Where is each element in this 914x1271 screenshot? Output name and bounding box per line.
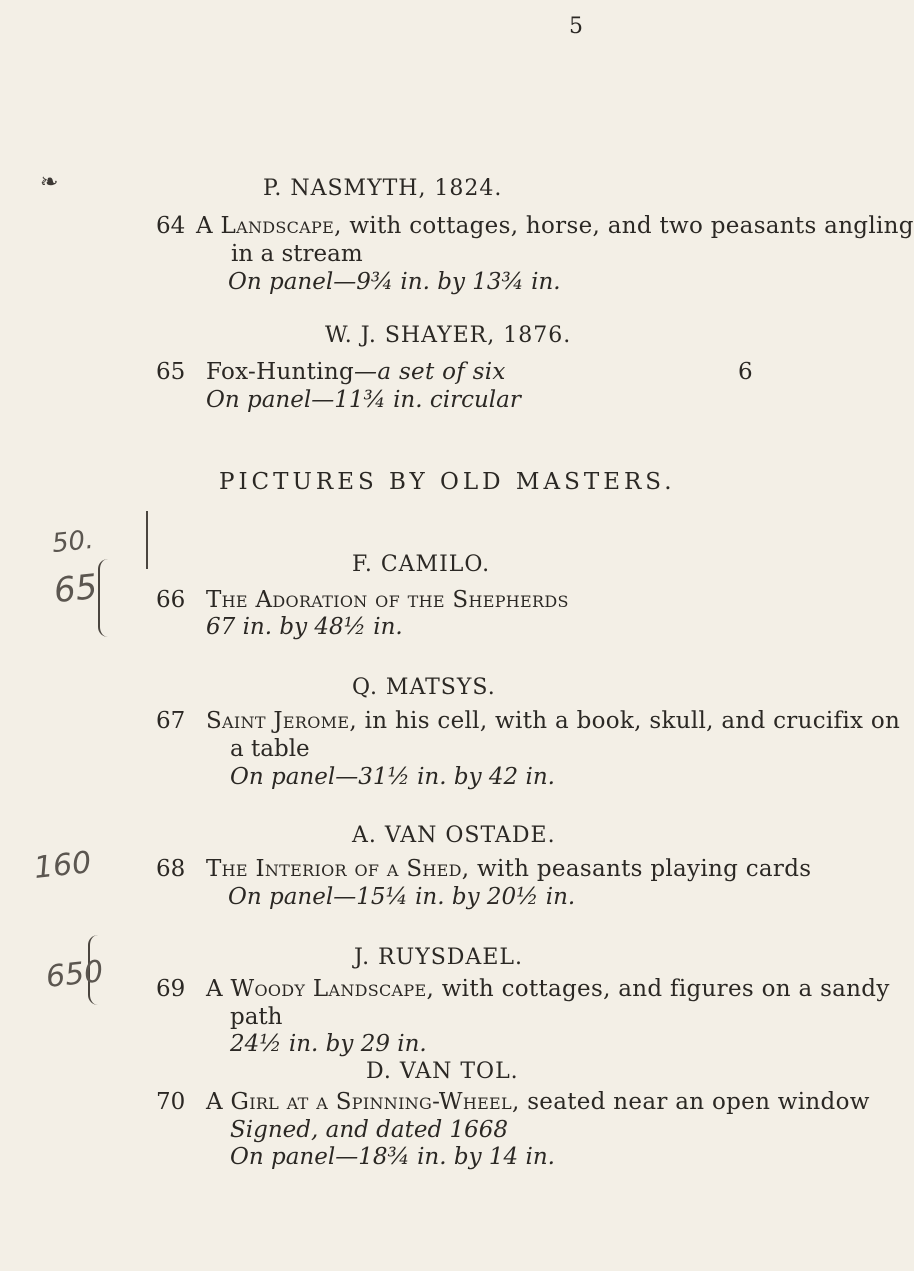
lot-number: 67 (156, 708, 186, 734)
lot-signature-note: Signed, and dated 1668 (230, 1117, 509, 1143)
lot-entry (156, 976, 890, 1006)
lot-title (206, 856, 811, 882)
lot-continuation: in a stream (231, 241, 363, 267)
lot-title-rest: seated near an open window (519, 1089, 870, 1115)
lot-title-rest: with peasants playing cards (469, 856, 812, 882)
lot-medium: On panel—31½ in. by 42 in. (230, 764, 555, 790)
section-title: PICTURES BY OLD MASTERS. (219, 469, 676, 495)
lot-medium: On panel—15¼ in. by 20½ in. (228, 884, 576, 910)
lot-entry (156, 708, 901, 738)
handwritten-price: 650 (44, 954, 105, 995)
lot-number: 68 (156, 856, 186, 882)
lot-number: 65 (156, 359, 186, 385)
artist-heading: Q. MATSYS. (352, 675, 496, 700)
lot-entry (156, 1089, 870, 1119)
lot-medium: 24½ in. by 29 in. (230, 1031, 427, 1057)
artist-heading: F. CAMILO. (352, 552, 491, 577)
lot-medium: 67 in. by 48½ in. (206, 614, 403, 640)
handwritten-price: 50. (50, 524, 95, 560)
lot-title (206, 708, 900, 734)
lot-title-caps: Saint Jerome, (206, 708, 357, 734)
lot-medium: On panel—11¾ in. circular (206, 387, 521, 413)
lot-title-caps: A Landscape, (196, 213, 342, 239)
lot-title (206, 976, 890, 1002)
lot-title (206, 1089, 870, 1115)
lot-title-rest: —a set of six (354, 359, 506, 385)
lot-number: 66 (156, 587, 186, 613)
lot-title-caps: The Interior of a Shed, (206, 856, 470, 882)
lot-number: 69 (156, 976, 186, 1002)
lot-title: The Adoration of the Shepherds (206, 587, 569, 613)
lot-medium: On panel—18¾ in. by 14 in. (230, 1144, 555, 1170)
artist-heading: P. NASMYTH, 1824. (263, 176, 503, 201)
lot-number: 64 (156, 213, 186, 239)
lot-title-caps: A Girl at a Spinning-Wheel, (206, 1089, 520, 1115)
artist-heading: W. J. SHAYER, 1876. (325, 323, 572, 348)
lot-entry (156, 587, 756, 617)
lot-title-rest: in his cell, with a book, skull, and crucifix on (356, 708, 901, 734)
pencil-bracket (98, 559, 114, 637)
lot-title (206, 359, 506, 385)
lot-title-rest: with cottages, horse, and two peasants angling (341, 213, 914, 239)
lot-entry (156, 213, 914, 243)
lot-title-rest: with cottages, and figures on a sandy (434, 976, 890, 1002)
artist-heading: D. VAN TOL. (366, 1059, 519, 1084)
lot-medium: On panel—9¾ in. by 13¾ in. (228, 269, 561, 295)
lot-quantity: 6 (738, 359, 753, 385)
lot-number: 70 (156, 1089, 186, 1115)
handwritten-price: 160 (32, 845, 93, 886)
lot-title-caps: Fox-Hunting (206, 359, 355, 385)
page-number: 5 (569, 14, 583, 39)
artist-heading: J. RUYSDAEL. (354, 945, 523, 970)
lot-continuation: path (230, 1004, 283, 1030)
lot-title-caps: A Woody Landscape, (206, 976, 435, 1002)
lot-continuation: a table (230, 736, 310, 762)
pencil-mark: ❧ (40, 170, 59, 195)
lot-title (196, 213, 914, 239)
handwritten-price: 65 (52, 566, 100, 612)
pencil-line (146, 511, 148, 569)
lot-entry (156, 359, 716, 389)
lot-entry (156, 856, 812, 886)
artist-heading: A. VAN OSTADE. (352, 823, 556, 848)
